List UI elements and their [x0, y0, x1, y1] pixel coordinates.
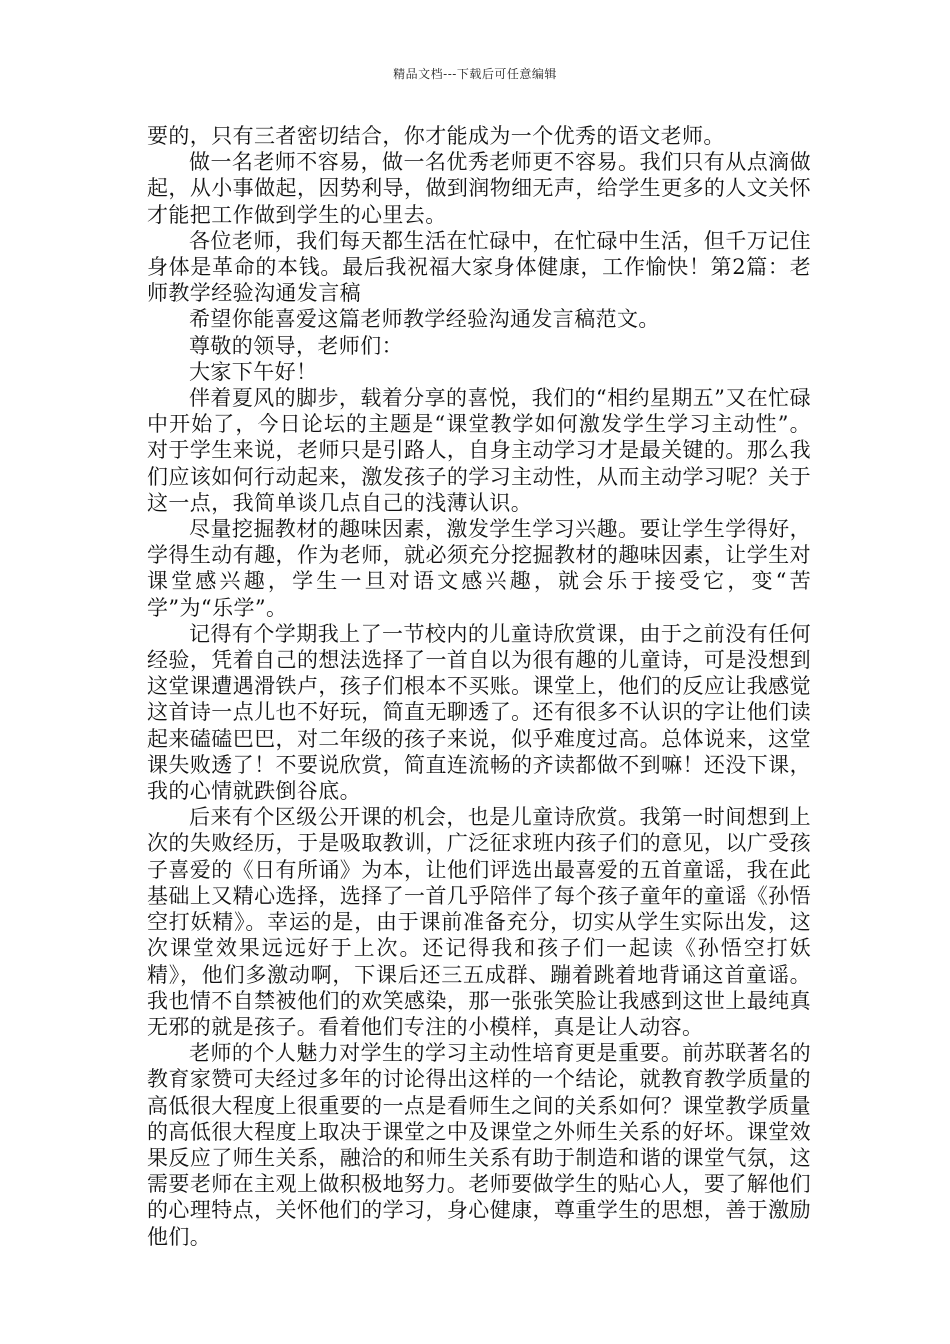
- paragraph: 后来有个区级公开课的机会，也是儿童诗欣赏。我第一时间想到上次的失败经历，于是吸取教训，广泛征求班内孩子们的意见，以广受孩子喜爱的《日有所诵》为本，让他们评选出最喜爱的五首童谣，我在此基础上又精心选择，选择了一首几乎陪伴了每个孩子童年的童谣《孙悟空打妖精》。幸运的是，由于课前准备充分，切实从学生实际出发，这次课堂效果远远好于上次。还记得我和孩子们一起读《孙悟空打妖精》，他们多激动啊，下课后还三五成群、蹦着跳着地背诵这首童谣。我也情不自禁被他们的欢笑感染，那一张张笑脸让我感到这世上最纯真无邪的就是孩子。看着他们专注的小模样，真是让人动容。: [147, 805, 811, 1039]
- page-header: 精品文档---下载后可任意编辑: [393, 67, 557, 81]
- paragraph: 伴着夏风的脚步，载着分享的喜悦，我们的“相约星期五”又在忙碌中开始了，今日论坛的主题是“课堂教学如何激发学生学习主动性”。对于学生来说，老师只是引路人，自身主动学习才是最关键的。那么我们应该如何行动起来，激发孩子的学习主动性，从而主动学习呢？关于这一点，我简单谈几点自己的浅薄认识。: [147, 386, 811, 515]
- document-body: [147, 123, 811, 1250]
- paragraph: 尽量挖掘教材的趣味因素，激发学生学习兴趣。要让学生学得好，学得生动有趣，作为老师，就必须充分挖掘教材的趣味因素，让学生对课堂感兴趣，学生一旦对语文感兴趣，就会乐于接受它，变“苦学”为“乐学”。: [147, 517, 811, 620]
- salutation: 尊敬的领导，老师们：: [189, 333, 403, 358]
- paragraph: 记得有个学期我上了一节校内的儿童诗欣赏课，由于之前没有任何经验，凭着自己的想法选择了一首自以为很有趣的儿童诗，可是没想到这堂课遭遇滑铁卢，孩子们根本不买账。课堂上，他们的反应让我感觉这首诗一点儿也不好玩，简直无聊透了。还有很多不认识的字让他们读起来磕磕巴巴，对二年级的孩子来说，似乎难度过高。总体说来，这堂课失败透了！不要说欣赏，简直连流畅的齐读都做不到嘛！还没下课，我的心情就跌倒谷底。: [147, 621, 811, 804]
- paragraph: 做一名老师不容易，做一名优秀老师更不容易。我们只有从点滴做起，从小事做起，因势利导，做到润物细无声，给学生更多的人文关怀才能把工作做到学生的心里去。: [147, 150, 811, 227]
- paragraph: 希望你能喜爱这篇老师教学经验沟通发言稿范文。: [189, 307, 660, 332]
- paragraph: 要的，只有三者密切结合，你才能成为一个优秀的语文老师。: [147, 124, 725, 148]
- greeting: 大家下午好！: [189, 359, 318, 384]
- paragraph: 老师的个人魅力对学生的学习主动性培育更是重要。前苏联著名的教育家赞可夫经过多年的讨论得出这样的一个结论，就教育教学质量的高低很大程度上很重要的一点是看师生之间的关系如何？课堂教学质量的高低很大程度上取决于课堂之中及课堂之外师生关系的好坏。课堂效果反应了师生关系，融洽的和师生关系有助于制造和谐的课堂气氛，这需要老师在主观上做积极地努力。老师要做学生的贴心人，要了解他们的心理特点，关怀他们的学习，身心健康，尊重学生的思想，善于激励他们。: [147, 1041, 811, 1249]
- paragraph: 各位老师，我们每天都生活在忙碌中，在忙碌中生活，但千万记住身体是革命的本钱。最后我祝福大家身体健康，工作愉快！第2篇：老师教学经验沟通发言稿: [147, 228, 811, 306]
